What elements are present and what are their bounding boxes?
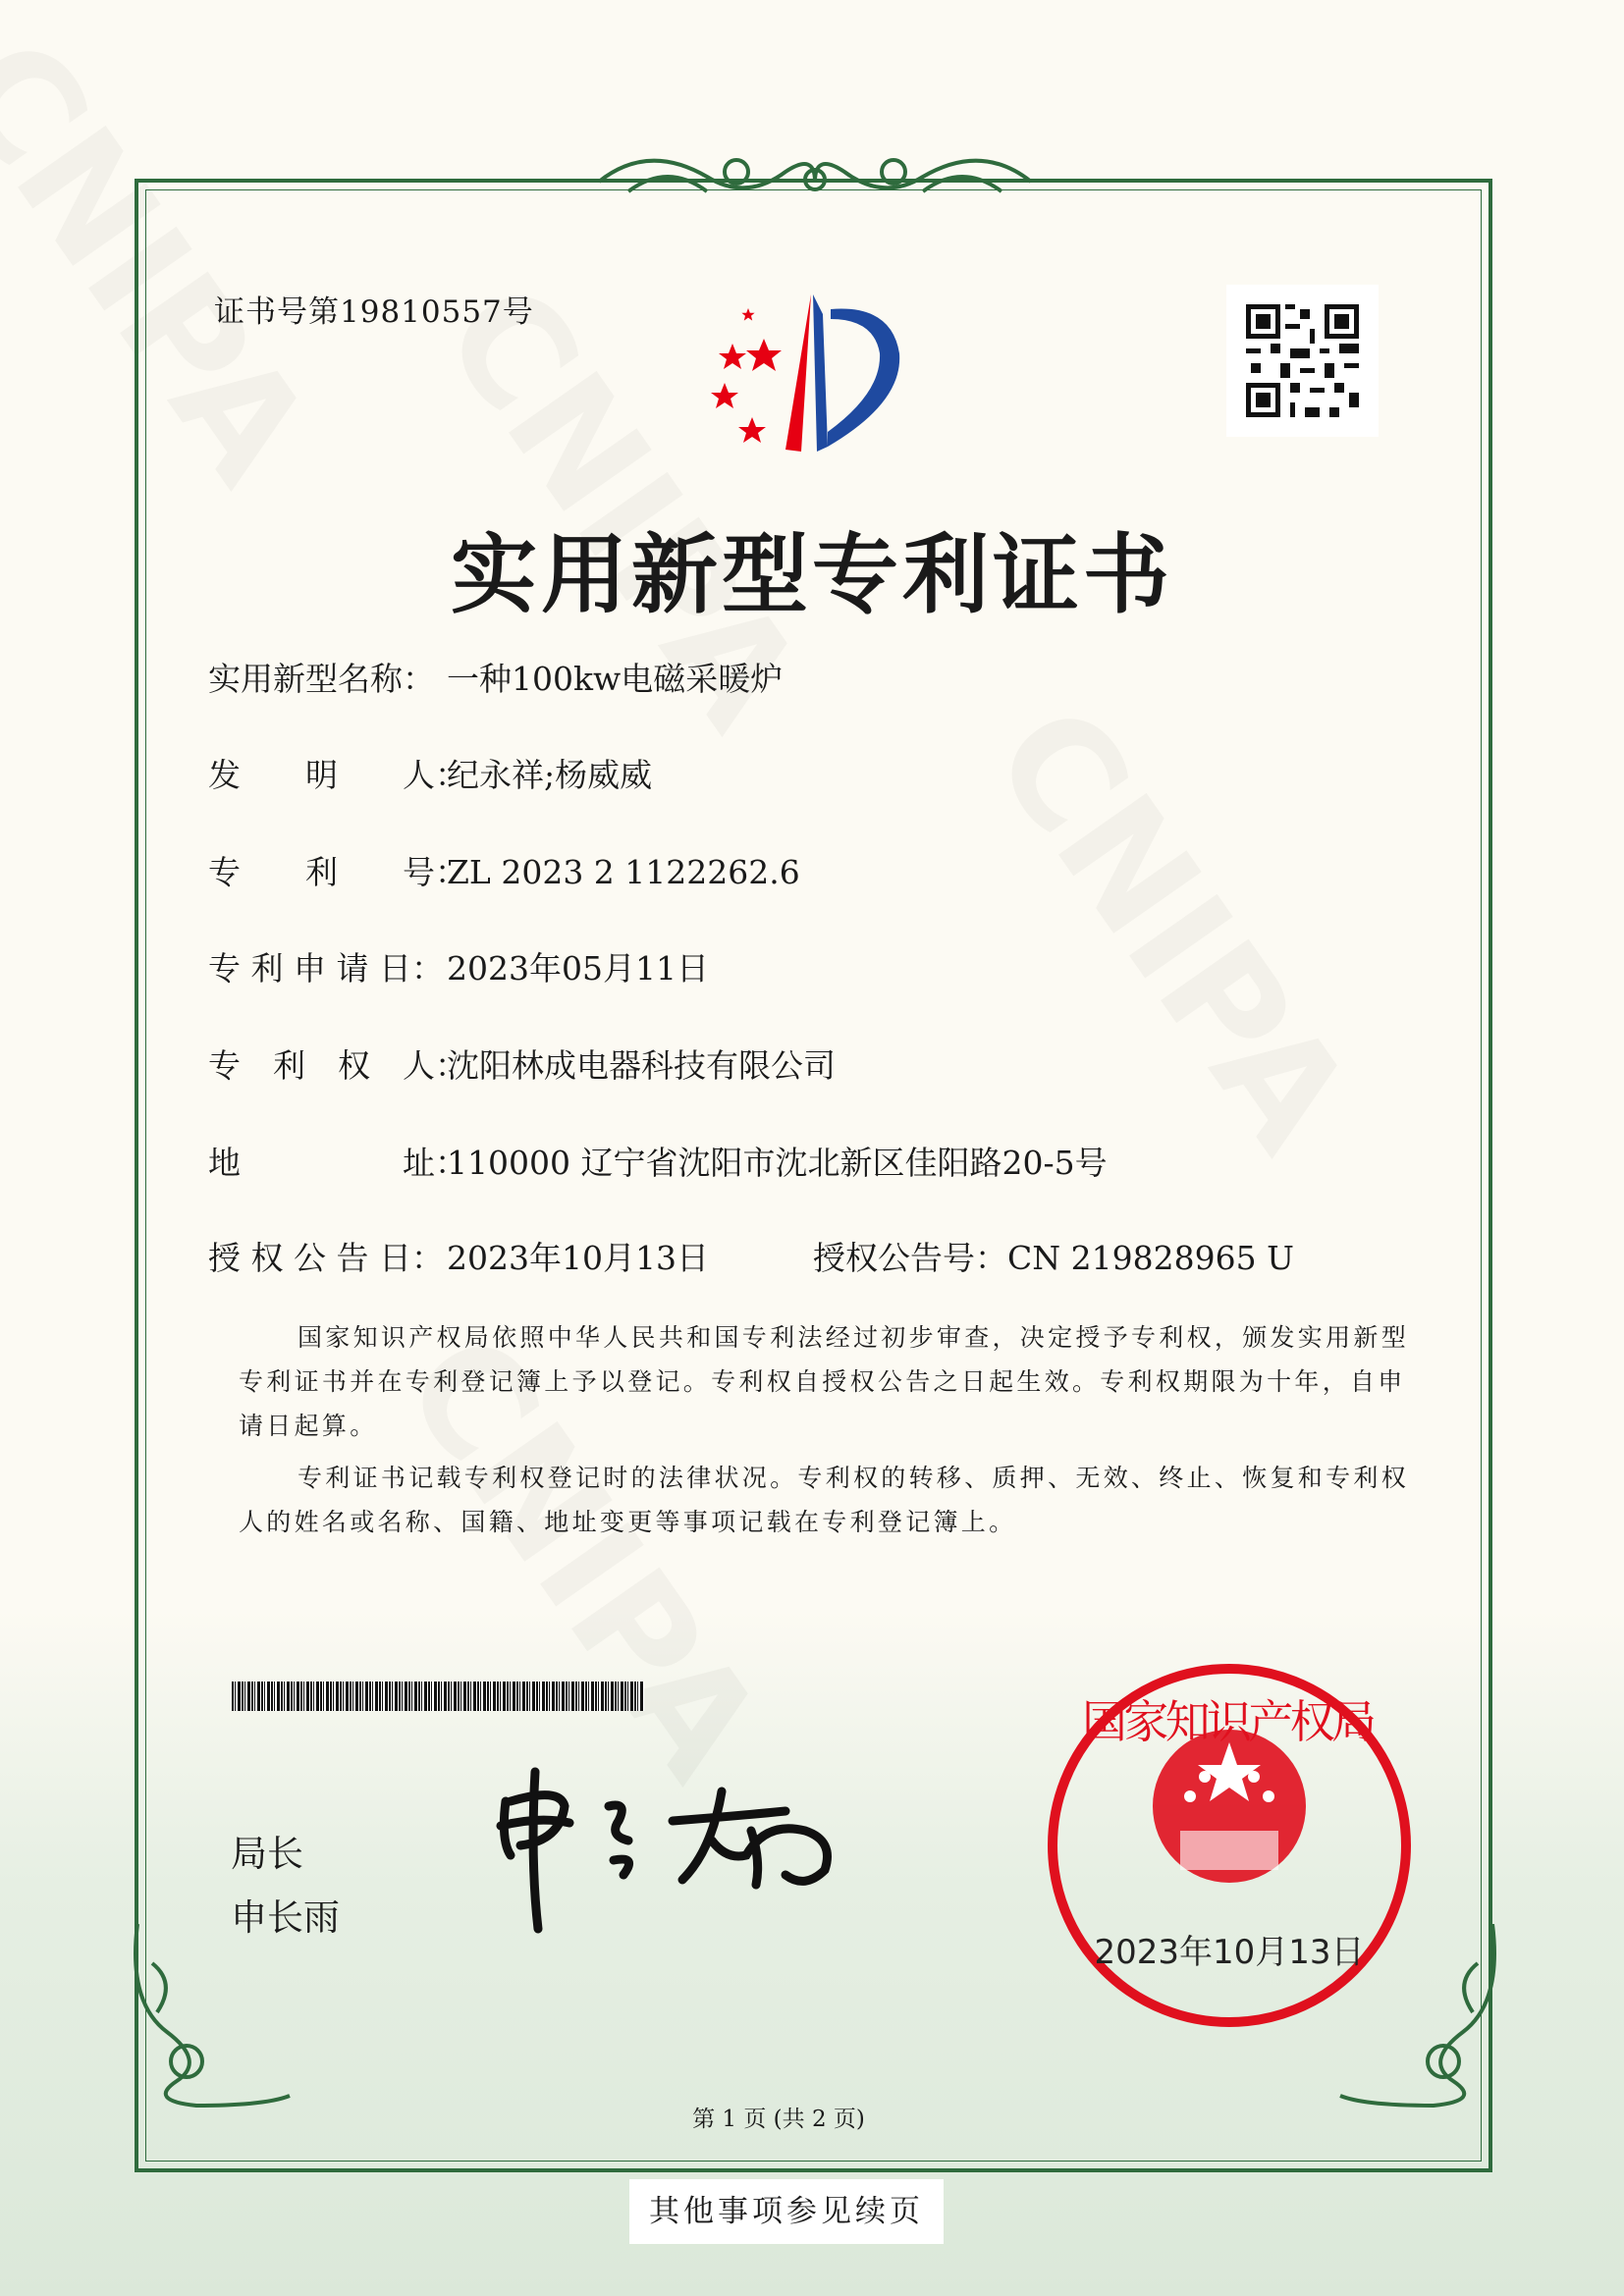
field-address: 地 址：110000 辽宁省沈阳市沈北新区佳阳路20-5号 <box>208 1144 1108 1182</box>
field-grant-date: 授 权 公 告 日：2023年10月13日 <box>208 1239 709 1277</box>
corner-ornament <box>128 1924 295 2110</box>
field-patent-number: 专 利 号：ZL 2023 2 1122262.6 <box>208 853 800 891</box>
field-inventor: 发 明 人：纪永祥;杨威威 <box>208 756 653 794</box>
barcode <box>232 1682 644 1711</box>
signer-title: 局长 <box>231 1833 303 1875</box>
statement-paragraph: 专利证书记载专利权登记时的法律状况。专利权的转移、质押、无效、终止、恢复和专利权人的姓名或名称、国籍、地址变更等事项记载在专利登记簿上。 <box>239 1464 1410 1536</box>
field-application-date: 专 利 申 请 日：2023年05月11日 <box>208 949 709 988</box>
official-seal <box>1043 1659 1416 2032</box>
page-title: 实用新型专利证书 <box>450 524 1173 625</box>
qr-code[interactable] <box>1226 285 1379 437</box>
signer-name: 申长雨 <box>231 1896 340 1939</box>
cnipa-logo-icon <box>695 285 941 471</box>
handwritten-signature <box>491 1762 844 1939</box>
statement-paragraph: 国家知识产权局依照中华人民共和国专利法经过初步审查，决定授予专利权，颁发实用新型专利证书并在专利登记簿上予以登记。专利权自授权公告之日起生效。专利权期限为十年，自申请日起算。 <box>239 1323 1410 1440</box>
field-name: 实用新型名称： 一种100kw电磁采暖炉 <box>208 660 784 698</box>
field-announcement-number: 授权公告号：CN 219828965 U <box>813 1239 1294 1277</box>
field-patentee: 专 利 权 人：沈阳林成电器科技有限公司 <box>208 1046 836 1085</box>
seal-text: 国家知识产权局 <box>1082 1695 1377 1748</box>
top-ornament <box>589 142 1041 216</box>
seal-date: 2023年10月13日 <box>1094 1933 1365 1972</box>
certificate-number: 证书号第19810557号 <box>214 294 534 330</box>
page-number: 第 1 页 (共 2 页) <box>692 2107 865 2132</box>
continued-note: 其他事项参见续页 <box>629 2179 944 2244</box>
